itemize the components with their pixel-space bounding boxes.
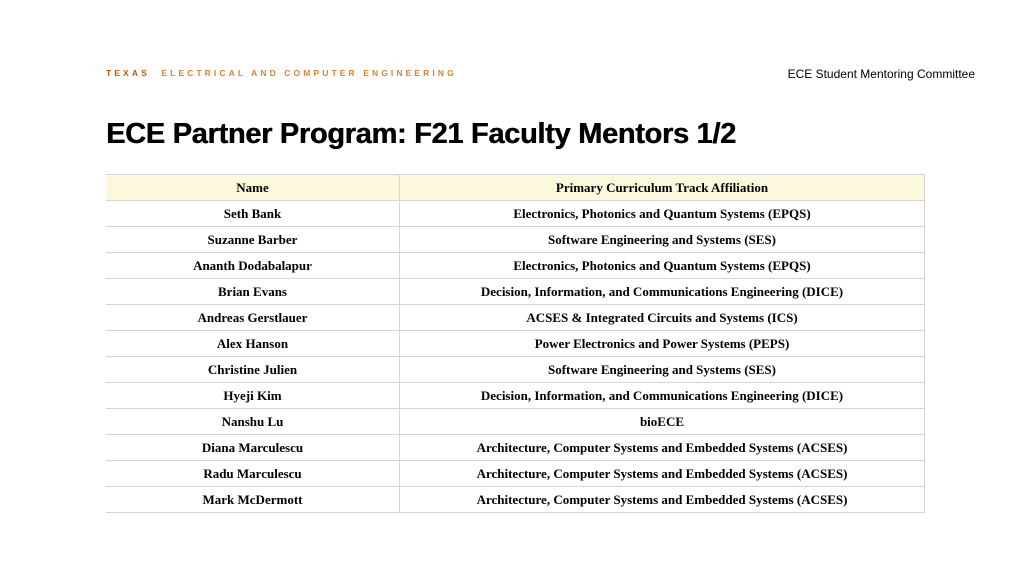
faculty-mentors-table (106, 174, 925, 513)
column-header-track: Primary Curriculum Track Affiliation (400, 175, 925, 201)
table-row (106, 461, 925, 487)
mentor-track: bioECE (400, 409, 925, 435)
column-header-name: Name (106, 175, 400, 201)
committee-label: ECE Student Mentoring Committee (787, 67, 975, 81)
table-row (106, 227, 925, 253)
mentor-name: Nanshu Lu (106, 409, 400, 435)
table-row (106, 279, 925, 305)
brand-texas: TEXAS (106, 68, 150, 78)
table-row (106, 487, 925, 513)
mentor-name: Diana Marculescu (106, 435, 400, 461)
mentor-track: Power Electronics and Power Systems (PEPS) (400, 331, 925, 357)
mentor-track: Decision, Information, and Communications Engineering (DICE) (400, 383, 925, 409)
mentor-name: Hyeji Kim (106, 383, 400, 409)
table-row (106, 435, 925, 461)
mentor-name: Suzanne Barber (106, 227, 400, 253)
mentor-name: Christine Julien (106, 357, 400, 383)
slide-title: ECE Partner Program: F21 Faculty Mentors 1/2 (106, 118, 736, 150)
table-header-row (106, 175, 925, 201)
mentor-track: Architecture, Computer Systems and Embedded Systems (ACSES) (400, 487, 925, 513)
mentor-name: Seth Bank (106, 201, 400, 227)
mentor-track: Electronics, Photonics and Quantum Systems (EPQS) (400, 253, 925, 279)
mentor-track: Electronics, Photonics and Quantum Systems (EPQS) (400, 201, 925, 227)
table-row (106, 409, 925, 435)
mentor-name: Brian Evans (106, 279, 400, 305)
table-row (106, 357, 925, 383)
mentor-track: Decision, Information, and Communications Engineering (DICE) (400, 279, 925, 305)
table-row (106, 383, 925, 409)
department-brand (106, 68, 457, 78)
mentor-track: ACSES & Integrated Circuits and Systems (ICS) (400, 305, 925, 331)
mentor-track: Software Engineering and Systems (SES) (400, 357, 925, 383)
mentor-name: Andreas Gerstlauer (106, 305, 400, 331)
mentor-track: Architecture, Computer Systems and Embedded Systems (ACSES) (400, 435, 925, 461)
mentor-track: Software Engineering and Systems (SES) (400, 227, 925, 253)
mentor-name: Ananth Dodabalapur (106, 253, 400, 279)
mentor-name: Radu Marculescu (106, 461, 400, 487)
table-row (106, 201, 925, 227)
table-row (106, 253, 925, 279)
brand-department-name: ELECTRICAL AND COMPUTER ENGINEERING (161, 68, 457, 78)
table-row (106, 331, 925, 357)
mentor-name: Mark McDermott (106, 487, 400, 513)
mentor-track: Architecture, Computer Systems and Embedded Systems (ACSES) (400, 461, 925, 487)
table-row (106, 305, 925, 331)
mentor-name: Alex Hanson (106, 331, 400, 357)
